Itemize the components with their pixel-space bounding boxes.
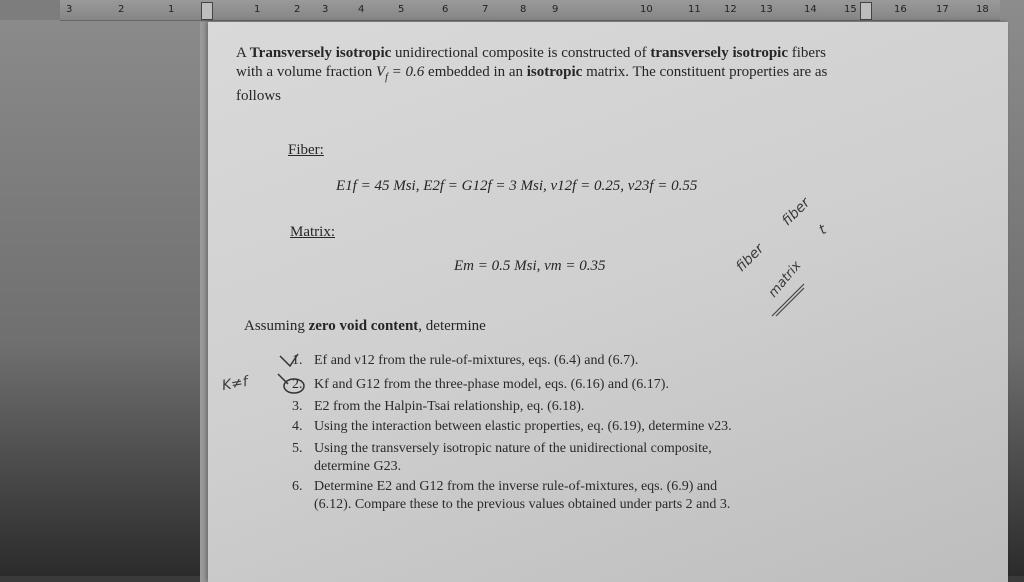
assume-bold: zero void content: [308, 318, 419, 334]
intro-bold: isotropic: [526, 64, 583, 80]
ruler-number: 3: [322, 4, 329, 15]
assumption-line: [244, 318, 486, 335]
task-text: Kf and G12 from the three-phase model, eqs. (6.16) and (6.17).: [314, 377, 669, 392]
ruler-number: 11: [688, 4, 701, 15]
task-text: Ef and ν12 from the rule-of-mixtures, eqs. (6.4) and (6.7).: [314, 353, 639, 368]
task-number: 5.: [292, 441, 303, 456]
intro-bold: Transversely isotropic: [249, 45, 392, 61]
ruler-number: 1: [254, 4, 261, 15]
ruler-number: 4: [358, 4, 365, 15]
ruler-number: 15: [844, 4, 857, 15]
ruler-number: 2: [118, 4, 125, 15]
task-text: (6.12). Compare these to the previous values obtained under parts 2 and 3.: [314, 497, 731, 512]
intro-text: fibers with a volume fraction: [236, 45, 826, 80]
ruler-number: 10: [640, 4, 653, 15]
task-text: Using the transversely isotropic nature of the unidirectional composite,: [314, 441, 712, 456]
intro-text: unidirectional composite is constructed of: [391, 45, 651, 61]
ruler-number: 3: [66, 4, 73, 15]
ruler-number: 17: [936, 4, 949, 15]
ruler-number: 2: [294, 4, 301, 15]
fiber-heading: Fiber:: [288, 142, 324, 158]
ruler-left-margin: [0, 0, 60, 20]
ruler-number: 9: [552, 4, 559, 15]
right-indent-marker[interactable]: [860, 2, 872, 20]
task-item: [292, 376, 852, 394]
task-text: E2 from the Halpin-Tsai relationship, eq. (6.18).: [314, 399, 585, 414]
intro-text: A: [236, 45, 250, 61]
indent-marker[interactable]: [201, 2, 213, 20]
task-number: 3.: [292, 399, 303, 414]
task-number: 4.: [292, 419, 303, 434]
task-number: 1.: [292, 353, 303, 368]
ruler-number: 8: [520, 4, 527, 15]
task-number: 6.: [292, 479, 303, 494]
ruler-number: 6: [442, 4, 449, 15]
task-item: [292, 352, 852, 370]
volume-fraction-value: = 0.6: [387, 64, 425, 80]
handwritten-note: fiber: [733, 240, 768, 276]
task-item: [292, 496, 852, 514]
ruler-number: 12: [724, 4, 737, 15]
assume-text: , determine: [418, 318, 486, 334]
assume-text: Assuming: [244, 318, 309, 334]
task-item: [292, 478, 852, 496]
task-item: [292, 458, 852, 476]
handwritten-note: matrix: [765, 258, 805, 301]
horizontal-ruler[interactable]: [60, 0, 1000, 21]
handwritten-checkmarks: [276, 350, 316, 400]
task-item: [292, 440, 852, 458]
handwritten-note: t: [816, 221, 830, 239]
ruler-number: 1: [168, 4, 175, 15]
intro-text: embedded in an: [424, 64, 527, 80]
ruler-number: 7: [482, 4, 489, 15]
task-number: 2.: [292, 377, 303, 392]
ruler-number: 5: [398, 4, 405, 15]
matrix-heading: Matrix:: [290, 224, 335, 240]
ruler-number: 14: [804, 4, 817, 15]
matrix-properties: Em = 0.5 Msi, νm = 0.35: [454, 258, 606, 274]
task-text: Using the interaction between elastic properties, eq. (6.19), determine ν23.: [314, 419, 732, 434]
volume-fraction-symbol: V: [375, 64, 386, 80]
ruler-number: 16: [894, 4, 907, 15]
task-text: determine G23.: [314, 459, 402, 474]
handwritten-left-note: K≠f: [220, 373, 250, 395]
page-shadow-edge: [200, 22, 208, 582]
handwritten-note: fiber: [779, 194, 814, 230]
task-item: [292, 418, 852, 436]
task-text: Determine E2 and G12 from the inverse rule-of-mixtures, eqs. (6.9) and: [314, 479, 718, 494]
intro-text: matrix. The constituent properties are as follows: [236, 64, 828, 104]
ruler-number: 18: [976, 4, 989, 15]
problem-intro: [236, 44, 856, 106]
volume-fraction-subscript: f: [385, 72, 388, 83]
fiber-properties: E1f = 45 Msi, E2f = G12f = 3 Msi, ν12f = 0.25, ν23f = 0.55: [336, 178, 698, 194]
handwritten-arrow: [768, 280, 808, 320]
ruler-number: 13: [760, 4, 773, 15]
intro-bold: transversely isotropic: [650, 45, 789, 61]
task-item: [292, 398, 852, 416]
